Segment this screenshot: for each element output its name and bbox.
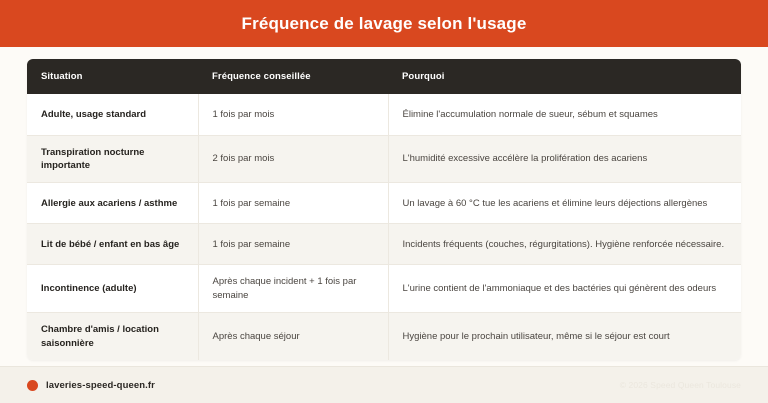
table-row bbox=[27, 265, 741, 313]
table-row bbox=[27, 313, 741, 360]
cell-pourquoi: L'humidité excessive accélère la prolifération des acariens bbox=[388, 135, 741, 183]
cell-frequence: Après chaque séjour bbox=[198, 313, 388, 360]
cell-frequence: 1 fois par mois bbox=[198, 94, 388, 135]
table-header-row bbox=[27, 59, 741, 94]
cell-pourquoi: L'urine contient de l'ammoniaque et des bactéries qui génèrent des odeurs bbox=[388, 265, 741, 313]
cell-frequence: 1 fois par semaine bbox=[198, 183, 388, 224]
cell-frequence: Après chaque incident + 1 fois par semaine bbox=[198, 265, 388, 313]
cell-pourquoi: Hygiène pour le prochain utilisateur, même si le séjour est court bbox=[402, 331, 670, 343]
cell-situation: Incontinence (adulte) bbox=[27, 265, 198, 313]
cell-frequence: 1 fois par semaine bbox=[198, 224, 388, 265]
brand-dot-icon bbox=[27, 380, 38, 391]
cell-pourquoi: Un lavage à 60 °C tue les acariens et élimine leurs déjections allergènes bbox=[388, 183, 741, 224]
cell-situation: Transpiration nocturne importante bbox=[27, 135, 198, 183]
frequency-table bbox=[27, 59, 741, 360]
table-row bbox=[27, 135, 741, 183]
brand-label: laveries-speed-queen.fr bbox=[46, 379, 155, 391]
cell-situation: Chambre d'amis / location saisonnière bbox=[27, 313, 198, 360]
table-container bbox=[0, 47, 768, 366]
title-banner bbox=[0, 0, 768, 47]
cell-frequence: 2 fois par mois bbox=[198, 135, 388, 183]
footer bbox=[0, 366, 768, 403]
table-body bbox=[27, 94, 741, 360]
column-header-pourquoi: Pourquoi bbox=[402, 71, 445, 82]
table-row bbox=[27, 94, 741, 135]
cell-situation: Adulte, usage standard bbox=[27, 94, 198, 135]
column-header-situation: Situation bbox=[41, 71, 83, 82]
cell-pourquoi: Incidents fréquents (couches, régurgitations). Hygiène renforcée nécessaire. bbox=[388, 224, 741, 265]
table-header bbox=[27, 59, 741, 94]
cell-pourquoi: Élimine l'accumulation normale de sueur, sébum et squames bbox=[388, 94, 741, 135]
cell-situation: Lit de bébé / enfant en bas âge bbox=[27, 224, 198, 265]
copyright-text: © 2026 Speed Queen Toulouse bbox=[619, 380, 741, 390]
table-row bbox=[27, 183, 741, 224]
footer-brand bbox=[27, 380, 155, 391]
table-row bbox=[27, 224, 741, 265]
page-title: Fréquence de lavage selon l'usage bbox=[241, 14, 527, 33]
column-header-frequence: Fréquence conseillée bbox=[212, 71, 311, 82]
cell-situation: Allergie aux acariens / asthme bbox=[27, 183, 198, 224]
